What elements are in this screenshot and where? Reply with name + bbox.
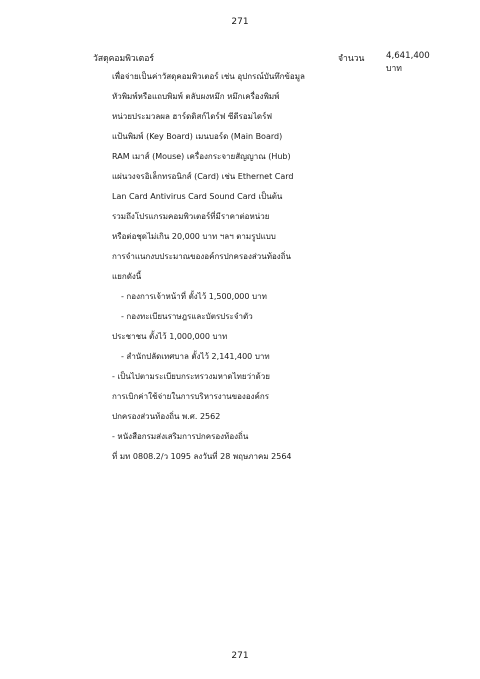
description-line: - กองทะเบียนราษฎรและบัตรประจำตัว: [121, 312, 253, 321]
description-line: - กองการเจ้าหน้าที่ ตั้งไว้ 1,500,000 บาท: [121, 292, 267, 301]
description-line: เพื่อจ่ายเป็นค่าวัสดุคอมพิวเตอร์ เช่น อุปกรณ์บันทึกข้อมูล: [112, 72, 305, 81]
description-line: หรือต่อชุดไม่เกิน 20,000 บาท ฯลฯ ตามรูปแบบ: [112, 232, 276, 241]
item-amount: 4,641,400 บาท: [386, 51, 430, 74]
description-line: หน่วยประมวลผล ฮาร์ดดิสก์ไดร์ฟ ซีดีรอมไดร์ฟ: [112, 112, 273, 121]
item-title: วัสดุคอมพิวเตอร์: [93, 54, 155, 64]
description-line: แป้นพิมพ์ (Key Board) เมนบอร์ด (Main Board): [112, 132, 283, 141]
description-line: แผ่นวงจรอิเล็กทรอนิกส์ (Card) เช่น Ethernet Card: [112, 172, 294, 181]
description-line: ที่ มท 0808.2/ว 1095 ลงวันที่ 28 พฤษภาคม 2564: [112, 452, 292, 461]
description-line: การจำแนกงบประมาณของอค์กรปกครองส่วนท้องถิ่น: [112, 252, 292, 261]
description-line: ประชาชน ตั้งไว้ 1,000,000 บาท: [112, 332, 228, 341]
description-line: แยกดังนี้: [112, 272, 142, 281]
description-line: การเบิกค่าใช้จ่ายในการบริหารงานขององค์กร: [112, 392, 270, 401]
description-line: RAM เมาส์ (Mouse) เครื่องกระจายสัญญาณ (Hub): [112, 152, 291, 161]
description-line: หัวพิมพ์หรือแถบพิมพ์ ตลับผงหมึก หมึกเครื่องพิมพ์: [112, 92, 280, 101]
description-line: ปกครองส่วนท้องถิ่น พ.ศ. 2562: [112, 412, 221, 421]
description-line: - เป็นไปตามระเบียบกระทรวงมหาดไทยว่าด้วย: [112, 372, 270, 381]
description-line: รวมถึงโปรแกรมคอมพิวเตอร์ที่มีราคาต่อหน่วย: [112, 212, 270, 221]
description-line: - สำนักปลัดเทศบาล ตั้งไว้ 2,141,400 บาท: [121, 352, 270, 361]
description-line: Lan Card Antivirus Card Sound Card เป็นต้น: [112, 192, 283, 201]
page-number-top: 271: [231, 17, 249, 27]
page-number-bottom: 271: [231, 651, 249, 661]
description-line: - หนังสือกรมส่งเสริมการปกครองท้องถิ่น: [112, 432, 249, 441]
budget-item-heading: [93, 51, 443, 74]
quantity-label: จำนวน: [338, 54, 365, 64]
